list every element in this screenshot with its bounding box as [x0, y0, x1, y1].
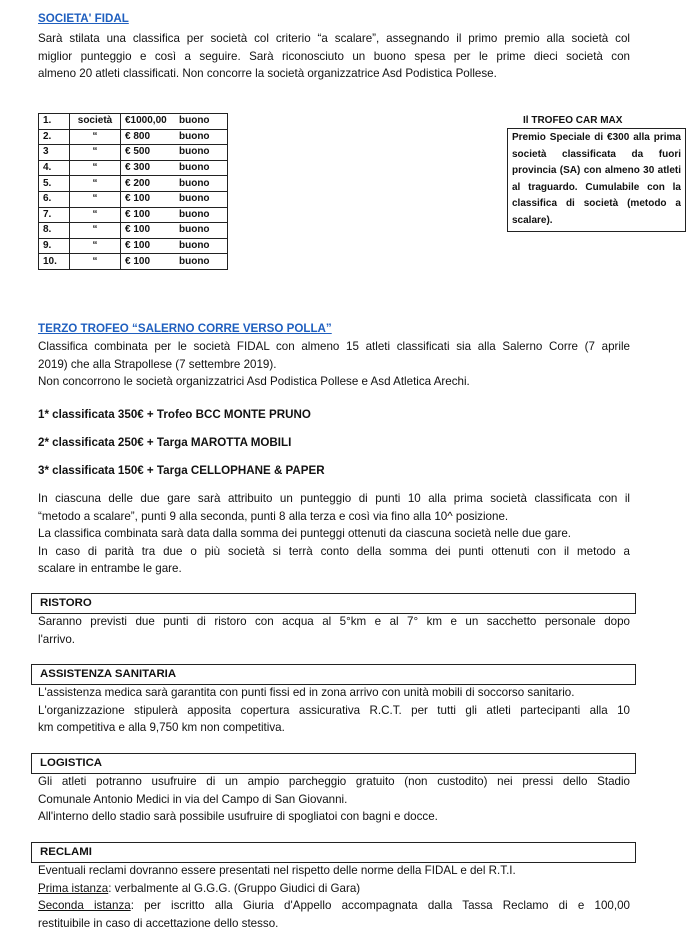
prize-row	[39, 129, 228, 145]
prize-position: 6.	[39, 191, 70, 207]
prize-row	[39, 176, 228, 192]
logistica-line-1: Gli atleti potranno usufruire di un ampio parcheggio gratuito (non custodito) nei pressi dello Stadio	[38, 775, 630, 788]
prize-societa: “	[70, 129, 121, 145]
prize-row	[39, 160, 228, 176]
prize-societa: “	[70, 223, 121, 239]
ristoro-line-1: Saranno previsti due punti di ristoro con acqua al 5°km e al 7° km e un sacchetto personale dopo	[38, 615, 630, 628]
prize-position: 10.	[39, 254, 70, 270]
trofeo-carmax-title: Il TROFEO CAR MAX	[523, 115, 623, 126]
prize-societa: “	[70, 207, 121, 223]
prize-row	[39, 254, 228, 270]
prize-row	[39, 145, 228, 161]
prize-row	[39, 238, 228, 254]
seconda-istanza-text: : per iscritto alla Giuria d'Appello accompagnata dalla Tassa Reclamo di e 100,00	[130, 899, 630, 913]
prize-amount: € 100	[121, 207, 176, 223]
societa-line-2: miglior punteggio e così a seguire. Sarà riconosciuto un buono spesa per le prime dieci società con	[38, 49, 630, 63]
terzo-trofeo-paragraph	[38, 338, 630, 391]
societa-heading: SOCIETA' FIDAL	[38, 12, 129, 25]
logistica-title: LOGISTICA	[31, 753, 636, 774]
ristoro-text	[38, 613, 630, 648]
assistenza-text	[38, 684, 630, 737]
prize-amount: € 500	[121, 145, 176, 161]
prize-type: buono	[175, 207, 228, 223]
prize-societa: “	[70, 160, 121, 176]
societa-line-1: Sarà stilata una classifica per società col criterio “a scalare”, assegnando il primo premio alla società col	[38, 32, 630, 45]
logistica-line-3: All'interno dello stadio sarà possibile usufruire di spogliatoi con bagni e docce.	[38, 810, 438, 824]
terzo-line-1: Classifica combinata per le società FIDAL con almeno 15 atleti classificati sia alla Salerno Corre (7 aprile	[38, 340, 630, 353]
prize-row	[39, 223, 228, 239]
reclami-seconda	[38, 897, 630, 915]
rules-line-2: “metodo a scalare”, punti 9 alla seconda, punti 8 alla terza e così via fino alla 10^ posizione.	[38, 509, 509, 523]
prize-3: 3* classificata 150€ + Targa CELLOPHANE & PAPER	[38, 464, 325, 477]
prize-societa: “	[70, 145, 121, 161]
prize-societa: “	[70, 191, 121, 207]
prize-table	[38, 113, 228, 270]
prize-position: 1.	[39, 114, 70, 130]
prize-societa: “	[70, 254, 121, 270]
trofeo-carmax-box: Premio Speciale di €300 alla prima società classificata da fuori provincia (SA) con almeno 30 atleti al traguardo. Cumulabile con la classifica di società (metodo a scalare).	[507, 128, 686, 232]
rules-line-1: In ciascuna delle due gare sarà attribuito un punteggio di punti 10 alla prima società classificata con il	[38, 492, 630, 505]
reclami-title: RECLAMI	[31, 842, 636, 863]
prize-societa: “	[70, 176, 121, 192]
prize-type: buono	[175, 223, 228, 239]
prize-position: 4.	[39, 160, 70, 176]
prize-amount: € 100	[121, 191, 176, 207]
prize-amount: € 100	[121, 238, 176, 254]
prize-row	[39, 191, 228, 207]
prize-type: buono	[175, 254, 228, 270]
terzo-trofeo-rules	[38, 490, 630, 578]
terzo-line-3: Non concorrono le società organizzatrici Asd Podistica Pollese e Asd Atletica Arechi.	[38, 375, 470, 389]
terzo-line-2: 2019) che alla Strapollese (7 settembre 2019).	[38, 357, 277, 371]
societa-line-3: almeno 20 atleti classificati. Non concorre la società organizzatrice Asd Podistica Pollese.	[38, 67, 497, 81]
assistenza-line-2: L'organizzazione stipulerà apposita copertura assicurativa R.C.T. per tutti gli atleti partecipanti alla 10	[38, 703, 630, 717]
prize-type: buono	[175, 191, 228, 207]
logistica-line-2: Comunale Antonio Medici in via del Campo di San Giovanni.	[38, 792, 348, 806]
prima-istanza-label: Prima istanza	[38, 881, 109, 895]
prize-type: buono	[175, 145, 228, 161]
prize-type: buono	[175, 160, 228, 176]
prize-type: buono	[175, 176, 228, 192]
prize-position: 9.	[39, 238, 70, 254]
prize-societa: società	[70, 114, 121, 130]
prize-societa: “	[70, 238, 121, 254]
prize-amount: € 100	[121, 254, 176, 270]
prize-row	[39, 207, 228, 223]
logistica-text	[38, 773, 630, 826]
prize-position: 7.	[39, 207, 70, 223]
prima-istanza-text: : verbalmente al G.G.G. (Gruppo Giudici di Gara)	[108, 881, 361, 895]
rules-line-5: scalare in entrambe le gare.	[38, 562, 182, 576]
rules-line-3: La classifica combinata sarà data dalla somma dei punteggi ottenuti da ciascuna società nelle due gare.	[38, 527, 571, 541]
assistenza-line-3: km competitiva e alla 9,750 km non competitiva.	[38, 721, 285, 735]
reclami-prima	[38, 880, 630, 898]
prize-2: 2* classificata 250€ + Targa MAROTTA MOBILI	[38, 436, 292, 449]
prize-position: 8.	[39, 223, 70, 239]
assistenza-line-1: L'assistenza medica sarà garantita con punti fissi ed in zona arrivo con unità mobili di soccorso sanitario.	[38, 686, 575, 699]
prize-amount: € 100	[121, 223, 176, 239]
ristoro-title: RISTORO	[31, 593, 636, 614]
prize-position: 5.	[39, 176, 70, 192]
prize-amount: €1000,00	[121, 114, 176, 130]
prize-position: 2.	[39, 129, 70, 145]
ristoro-line-2: l'arrivo.	[38, 632, 76, 646]
prize-type: buono	[175, 238, 228, 254]
prize-position: 3	[39, 145, 70, 161]
terzo-trofeo-heading: TERZO TROFEO “SALERNO CORRE VERSO POLLA”	[38, 322, 332, 335]
prize-amount: € 300	[121, 160, 176, 176]
reclami-line-1: Eventuali reclami dovranno essere presentati nel rispetto delle norme della FIDAL e del R.T.I.	[38, 864, 516, 877]
societa-paragraph	[38, 30, 630, 83]
prize-amount: € 200	[121, 176, 176, 192]
assistenza-title: ASSISTENZA SANITARIA	[31, 664, 636, 685]
rules-line-4: In caso di parità tra due o più società si terrà conto della somma dei punti ottenuti con il metodo a	[38, 544, 630, 558]
prize-1: 1* classificata 350€ + Trofeo BCC MONTE PRUNO	[38, 408, 311, 421]
seconda-istanza-label: Seconda istanza	[38, 899, 131, 913]
reclami-last-line: restituibile in caso di accettazione dello stesso.	[38, 916, 279, 930]
reclami-text	[38, 862, 630, 932]
prize-type: buono	[175, 114, 228, 130]
prize-row	[39, 114, 228, 130]
prize-type: buono	[175, 129, 228, 145]
prize-amount: € 800	[121, 129, 176, 145]
